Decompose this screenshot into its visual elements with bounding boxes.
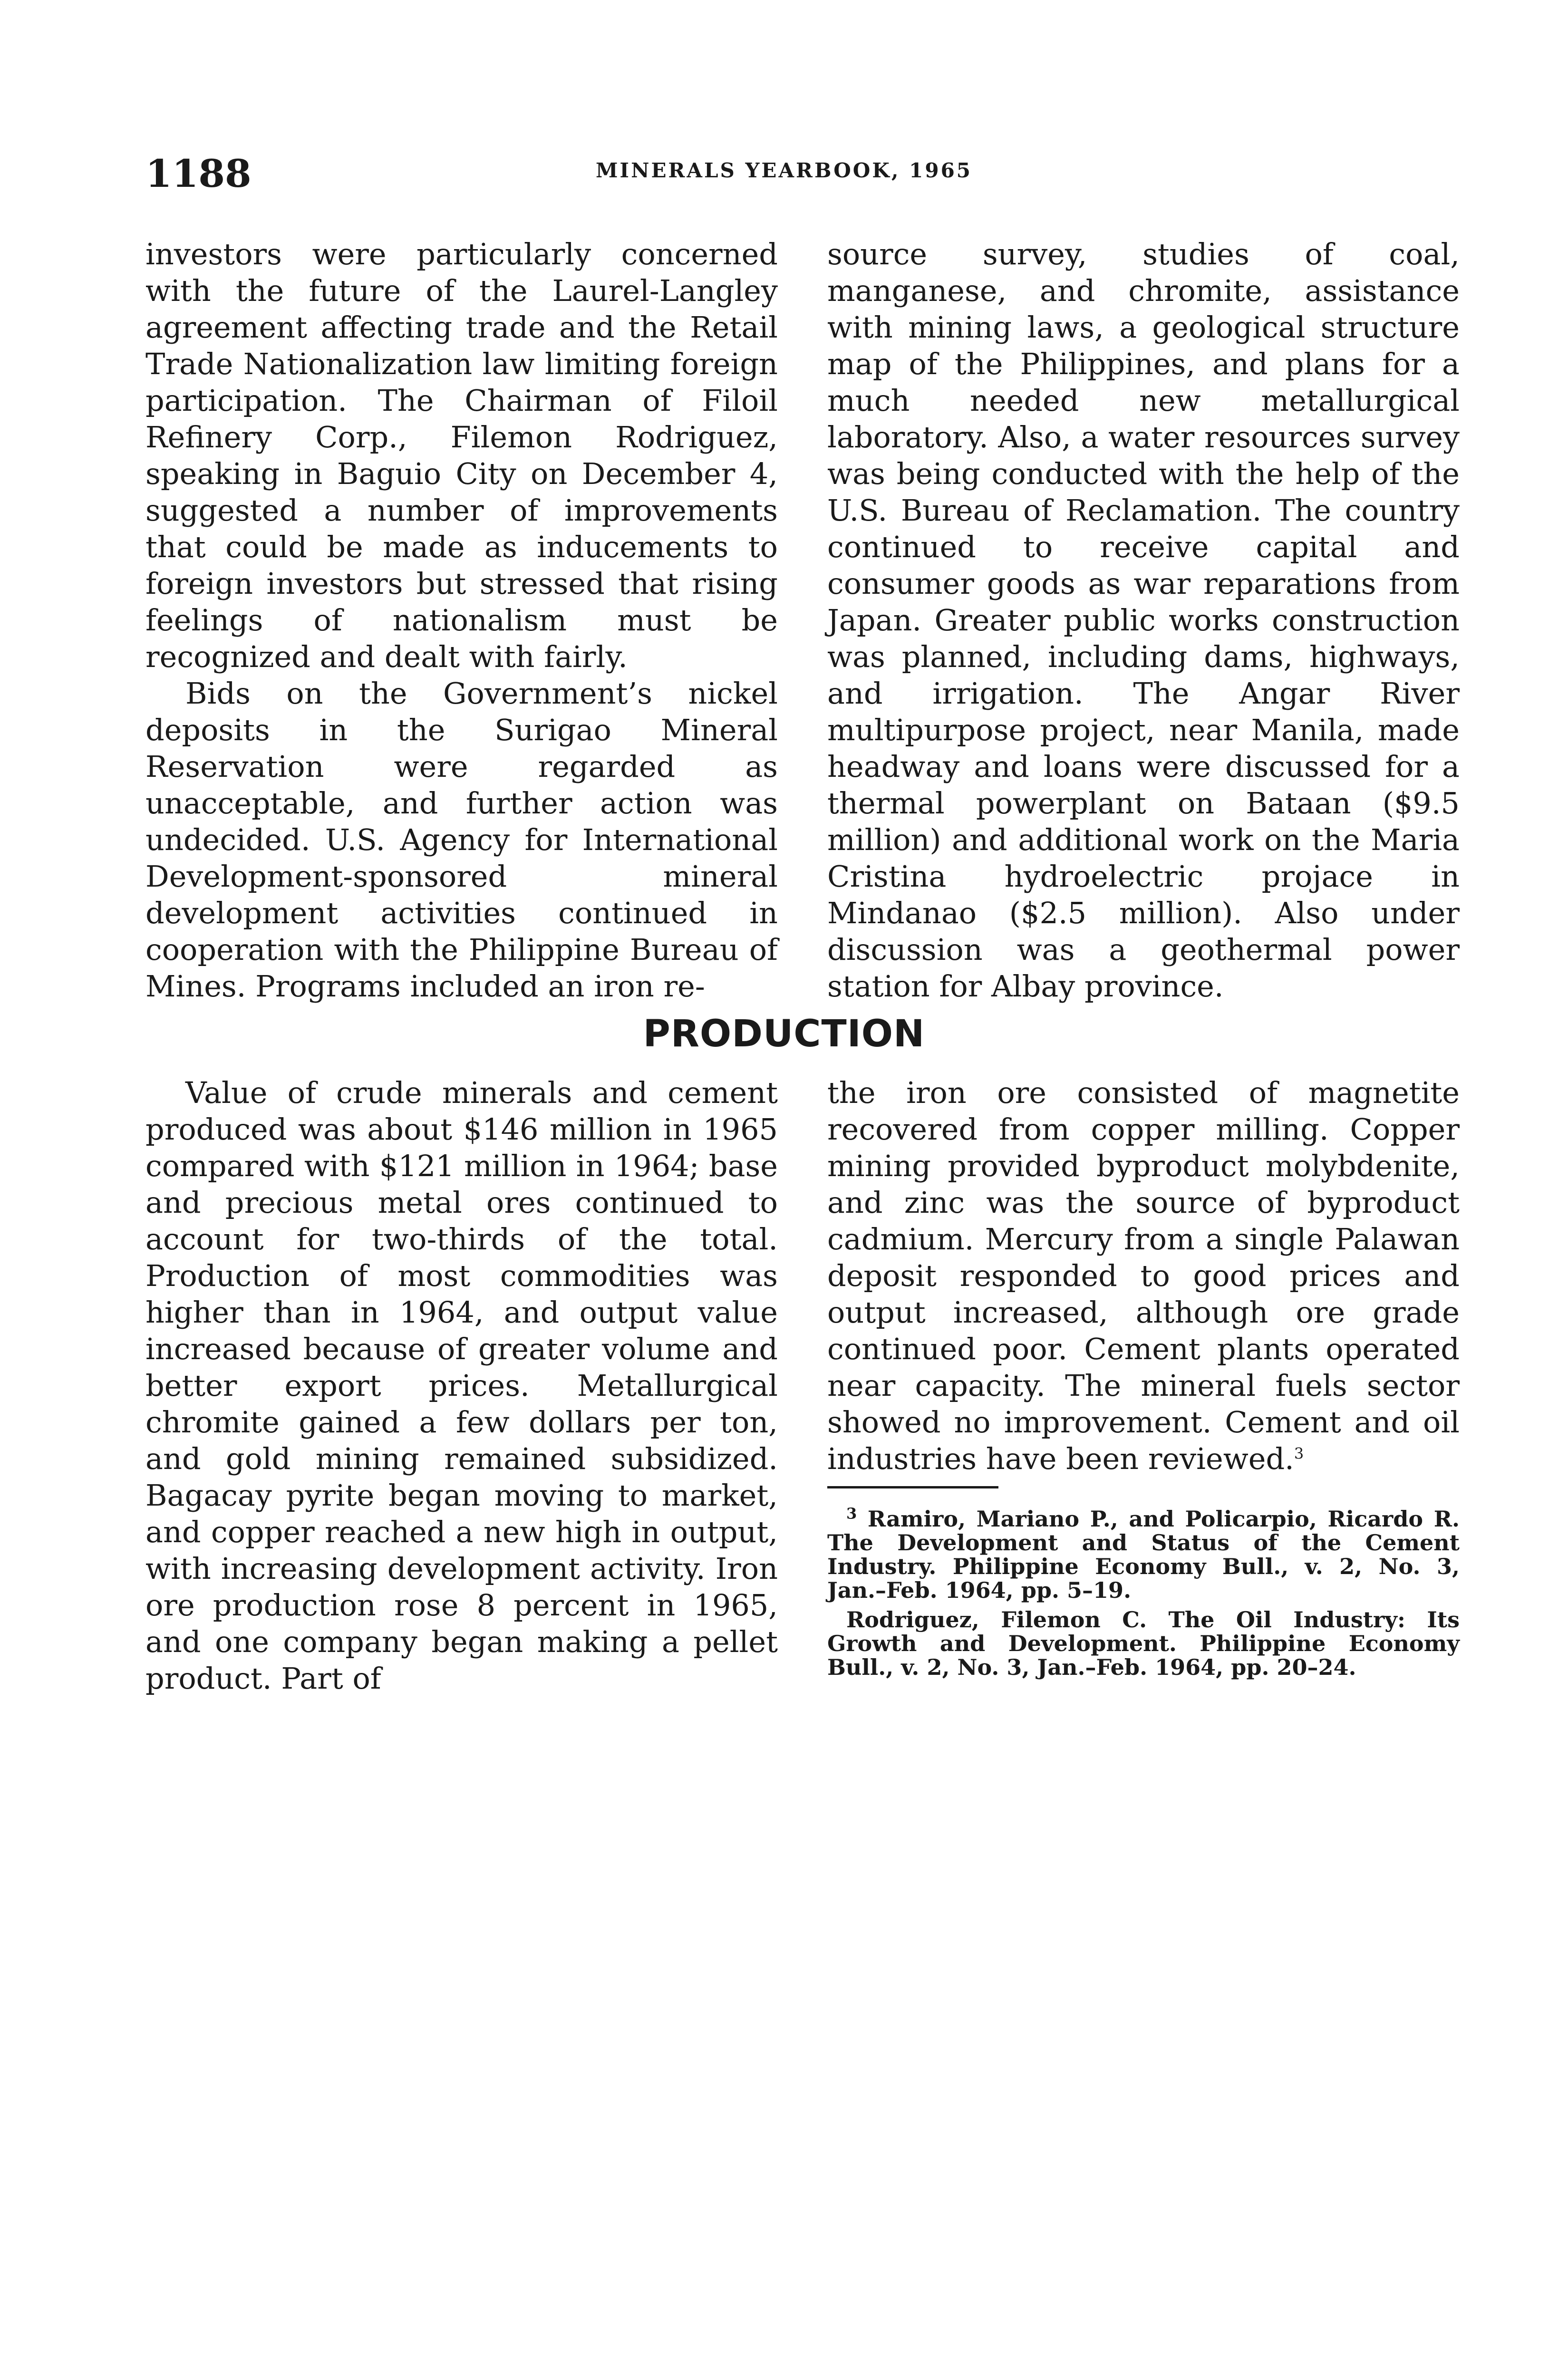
footnote-reference: 3 bbox=[1294, 1444, 1304, 1463]
paragraph-production-value: Value of crude minerals and cement produced was about $146 million in 1965 compared with $121 million in 1964; base and precious metal ores continued to account for two-thirds of the total. Production of most commodities was higher than in 1964, and output value increased because of greater volume and better export prices. Metallurgical chromite gained a few dollars per ton, and gold mining remained subsidized. Bagacay pyrite began moving to market, and copper reached a new high in output, with increasing development activity. Iron ore production rose 8 percent in 1965, and one company began making a pellet product. Part of bbox=[145, 1075, 778, 1696]
production-right-column bbox=[827, 1074, 1460, 1477]
paragraph-iron-ore-text: the iron ore consisted of magnetite recovered from copper milling. Copper mining provided byproduct molybdenite, and zinc was the source of byproduct cadmium. Mercury from a single Palawan deposit responded to good prices and output increased, although ore grade continued poor. Cement plants operated near capacity. The mineral fuels sector showed no improvement. Cement and oil industries have been reviewed. bbox=[827, 1075, 1460, 1476]
footnote-item bbox=[827, 1504, 1460, 1603]
top-right-column bbox=[827, 236, 1460, 1005]
footnote-text: Rodriguez, Filemon C. The Oil Industry: Its Growth and Development. Philippine Economy Bull., v. 2, No. 3, Jan.–Feb. 1964, pp. 20–24. bbox=[827, 1607, 1460, 1680]
top-left-column bbox=[145, 236, 778, 1005]
paragraph-iron-ore bbox=[827, 1074, 1460, 1477]
footnote-text: Ramiro, Mariano P., and Policarpio, Ricardo R. The Development and Status of the Cement Industry. Philippine Economy Bull., v. 2, No. 3, Jan.–Feb. 1964, pp. 5–19. bbox=[827, 1506, 1460, 1603]
page-number: 1188 bbox=[145, 151, 252, 196]
running-head: MINERALS YEARBOOK, 1965 bbox=[595, 159, 973, 182]
footnote-item bbox=[827, 1608, 1460, 1679]
paragraph-programs: source survey, studies of coal, manganese, and chromite, assistance with mining laws, a geological structure map of the Philippines, and plans for a much needed new metallurgical laboratory. Also, a water resources survey was being conducted with the help of the U.S. Bureau of Reclamation. The country continued to receive capital and consumer goods as war reparations from Japan. Greater public works construction was planned, including dams, highways, and irrigation. The Angar River multipurpose project, near Manila, made headway and loans were discussed for a thermal powerplant on Bataan ($9.5 million) and additional work on the Maria Cristina hydroelectric projace in Mindanao ($2.5 million). Also under discussion was a geothermal power station for Albay province. bbox=[827, 237, 1460, 1004]
production-left-column bbox=[145, 1074, 778, 1697]
section-heading-production: PRODUCTION bbox=[643, 1013, 925, 1055]
paragraph-nickel-bids: Bids on the Government’s nickel deposits in the Surigao Mineral Reservation were regarded as unacceptable, and further action was undecided. U.S. Agency for International Development-sponsored mineral development activities continued in cooperation with the Philippine Bureau of Mines. Programs included an iron re- bbox=[145, 676, 778, 1004]
footnote-divider bbox=[827, 1486, 998, 1488]
footnote-marker: 3 bbox=[846, 1504, 857, 1523]
paragraph-investors: investors were particularly concerned with the future of the Laurel-Langley agreement affecting trade and the Retail Trade Nationalization law limiting foreign participation. The Chairman of Filoil Refinery Corp., Filemon Rodriguez, speaking in Baguio City on December 4, suggested a number of improvements that could be made as inducements to foreign investors but stressed that rising feelings of nationalism must be recognized and dealt with fairly. bbox=[145, 237, 778, 674]
footnotes bbox=[827, 1504, 1460, 1685]
